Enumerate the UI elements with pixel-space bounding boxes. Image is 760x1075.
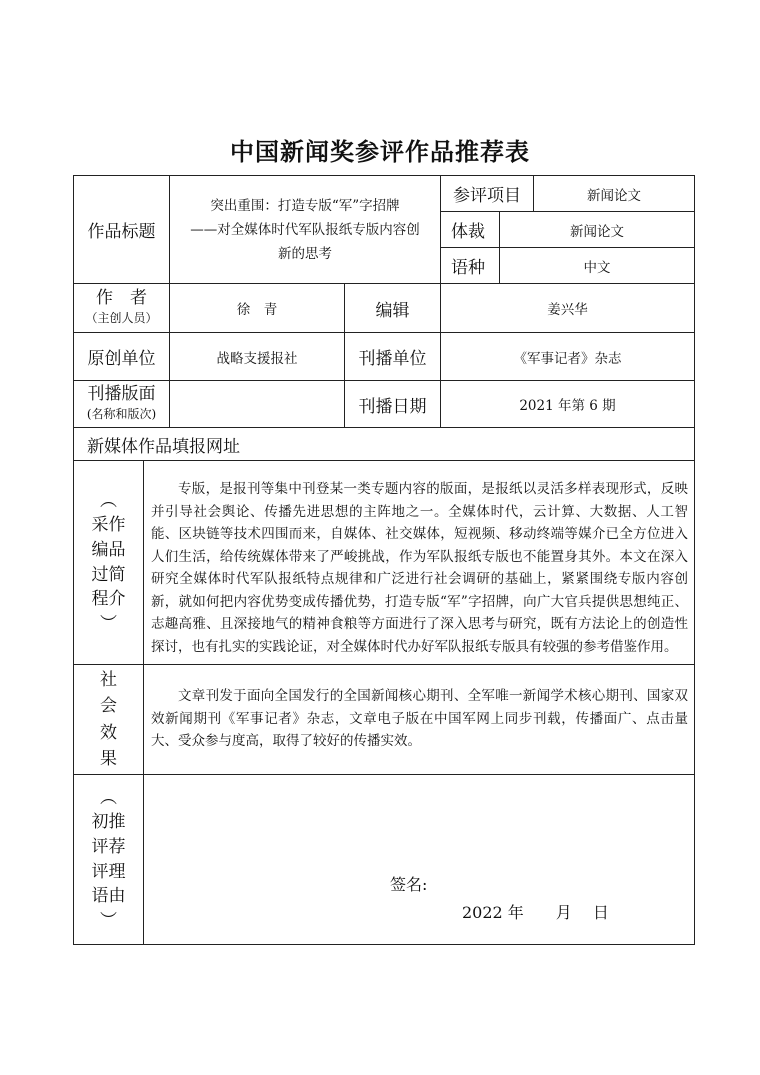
col-divider [143,460,144,944]
effect-label [74,665,143,774]
category-label: 参评项目 [453,186,521,206]
effect-label-char: 效 [100,722,117,743]
work-title-line: 突出重围：打造专版“军”字招牌 [210,197,400,214]
process-label-char: ︶ [100,613,117,634]
work-title-line: 新的思考 [278,245,332,262]
process-label [74,461,143,664]
signature-date: 2022 年 月 日 [462,903,609,922]
editor-value: 姜兴华 [547,302,588,318]
work-title-value [170,176,440,283]
category-value: 新闻论文 [587,187,641,204]
work-title-label: 作品标题 [87,222,156,242]
publish-unit-label: 刊播单位 [358,349,427,369]
effect-text: 文章刊发于面向全国发行的全国新闻核心期刊、全军唯一新闻学术核心期刊、国家双效新闻期刊《军事记者》杂志，文章电子版在中国军网上同步刊载，传播面广、点击量大、受众参与度高，取得了较好的传播实效。 [151,688,688,749]
process-label-char: 采作 [91,515,126,536]
publish-page-label-sub: (名称和版次) [86,407,157,421]
process-label-char: ︵ [100,490,117,511]
publish-unit-value: 《军事记者》杂志 [513,350,622,367]
effect-label-char: 社 [100,669,117,690]
author-label-sub: （主创人员） [85,311,158,325]
work-title-line: ——对全媒体时代军队报纸专版内容创 [190,221,420,238]
process-label-char: 过简 [91,564,126,585]
process-label-char: 程介 [91,589,126,610]
review-label [74,775,143,944]
recommendation-table [73,175,695,945]
review-label-char: ︶ [100,910,117,931]
author-label-main: 作 者 [96,288,147,308]
review-label-char: ︵ [100,787,117,808]
process-label-char: 编品 [91,539,126,560]
genre-label: 体裁 [451,222,485,242]
row-divider [74,774,694,775]
signature-label: 签名: [390,875,428,894]
publish-page-label-main: 刊播版面 [87,384,156,404]
author-label [74,284,169,332]
document-title: 中国新闻奖参评作品推荐表 [230,137,530,166]
publish-date-value: 2021 年第 6 期 [519,398,616,414]
publish-page-value [170,381,344,427]
effect-label-char: 会 [100,696,117,717]
process-text: 专版，是报刊等集中刊登某一类专题内容的版面，是报纸以灵活多样表现形式，反映并引导社会舆论、传播先进思想的主阵地之一。全媒体时代，云计算、大数据、人工智能、区块链等技术四围而来，自媒体、社交媒体，短视频、移动终端等媒介已全方位进入人们生活，给传统媒体带来了严峻挑战，作为军队报纸专版也不能置身其外。本文在深入研究全媒体时代军队报纸特点规律和广泛进行社会调研的基础上，紧紧围绕专版内容创新，就如何把内容优势变成传播优势，打造专版“军”字招牌，向广大官兵提供思想纯正、志趣高雅、且深接地气的精神食粮等方面进行了深入思考与研究，既有方法论上的创造性探讨，也有扎实的实践论证，对全媒体时代办好军队报纸专版具有较强的参考借鉴作用。 [151,481,688,655]
original-unit-label: 原创单位 [87,349,156,369]
publish-date-label: 刊播日期 [358,396,427,417]
editor-label: 编辑 [375,300,410,321]
original-unit-value: 战略支援报社 [216,350,298,367]
language-value: 中文 [583,259,611,276]
review-label-char: 评理 [91,861,126,882]
review-label-char: 评荐 [91,836,126,857]
genre-value: 新闻论文 [570,223,624,240]
author-value: 徐 青 [236,302,278,318]
review-label-char: 语由 [91,886,126,907]
row-divider [74,460,694,461]
review-label-char: 初推 [91,812,126,833]
effect-label-char: 果 [100,748,117,769]
row-divider [74,664,694,665]
publish-page-label [74,381,169,427]
language-label: 语种 [451,258,485,278]
new-media-url-label: 新媒体作品填报网址 [87,436,240,457]
